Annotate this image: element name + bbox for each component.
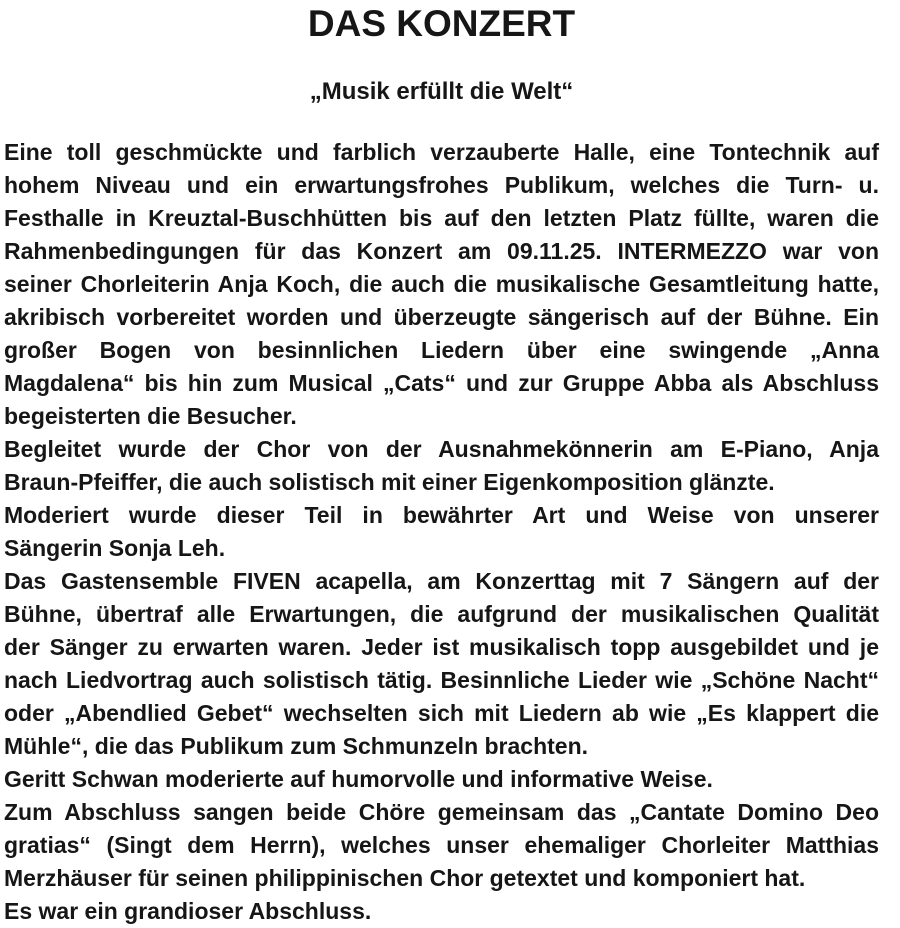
text-line: Moderiert wurde dieser Teil in bewährter Art und Weise von unserer: [4, 502, 879, 528]
text-line: begeisterten die Besucher.: [4, 403, 297, 429]
text-line: Rahmenbedingungen für das Konzert am 09.11.25. INTERMEZZO war von: [4, 238, 879, 264]
text-line: akribisch vorbereitet worden und überzeugte sängerisch auf der Bühne. Ein: [4, 304, 879, 330]
text-line: Mühle“, die das Publikum zum Schmunzeln brachten.: [4, 733, 589, 759]
paragraph: [4, 499, 879, 565]
page-title: DAS KONZERT: [307, 3, 576, 44]
text-line: hohem Niveau und ein erwartungsfrohes Publikum, welches die Turn- u.: [4, 172, 879, 198]
paragraph: [4, 565, 879, 763]
text-line: Es war ein grandioser Abschluss.: [4, 898, 372, 924]
text-line: gratias“ (Singt dem Herrn), welches unser ehemaliger Chorleiter Matthias: [4, 832, 879, 858]
text-line: Geritt Schwan moderierte auf humorvolle und informative Weise.: [4, 766, 713, 792]
text-line: Sängerin Sonja Leh.: [4, 535, 226, 561]
text-line: nach Liedvortrag auch solistisch tätig. Besinnliche Lieder wie „Schöne Nacht“: [4, 667, 879, 693]
text-line: Begleitet wurde der Chor von der Ausnahmekönnerin am E-Piano, Anja: [4, 436, 879, 462]
paragraph: [4, 895, 879, 928]
text-line: Magdalena“ bis hin zum Musical „Cats“ und zur Gruppe Abba als Abschluss: [4, 370, 879, 396]
page-subtitle: „Musik erfüllt die Welt“: [309, 78, 574, 105]
text-line: Das Gastensemble FIVEN acapella, am Konzerttag mit 7 Sängern auf der: [4, 568, 879, 594]
text-line: seiner Chorleiterin Anja Koch, die auch die musikalische Gesamtleitung hatte,: [4, 271, 879, 297]
paragraph: [4, 763, 879, 796]
paragraph: [4, 136, 879, 433]
paragraph: [4, 433, 879, 499]
text-line: Festhalle in Kreuztal-Buschhütten bis auf den letzten Platz füllte, waren die: [4, 205, 879, 231]
text-line: Bühne, übertraf alle Erwartungen, die aufgrund der musikalischen Qualität: [4, 601, 879, 627]
text-line: oder „Abendlied Gebet“ wechselten sich mit Liedern ab wie „Es klappert die: [4, 700, 879, 726]
paragraph: [4, 796, 879, 895]
text-line: Braun-Pfeiffer, die auch solistisch mit einer Eigenkomposition glänzte.: [4, 469, 775, 495]
article-body: [4, 136, 879, 928]
text-line: der Sänger zu erwarten waren. Jeder ist musikalisch topp ausgebildet und je: [4, 634, 879, 660]
text-line: Merzhäuser für seinen philippinischen Chor getextet und komponiert hat.: [4, 865, 806, 891]
text-line: Zum Abschluss sangen beide Chöre gemeinsam das „Cantate Domino Deo: [4, 799, 879, 825]
text-line: großer Bogen von besinnlichen Liedern über eine swingende „Anna: [4, 337, 879, 363]
text-line: Eine toll geschmückte und farblich verzauberte Halle, eine Tontechnik auf: [4, 139, 879, 165]
